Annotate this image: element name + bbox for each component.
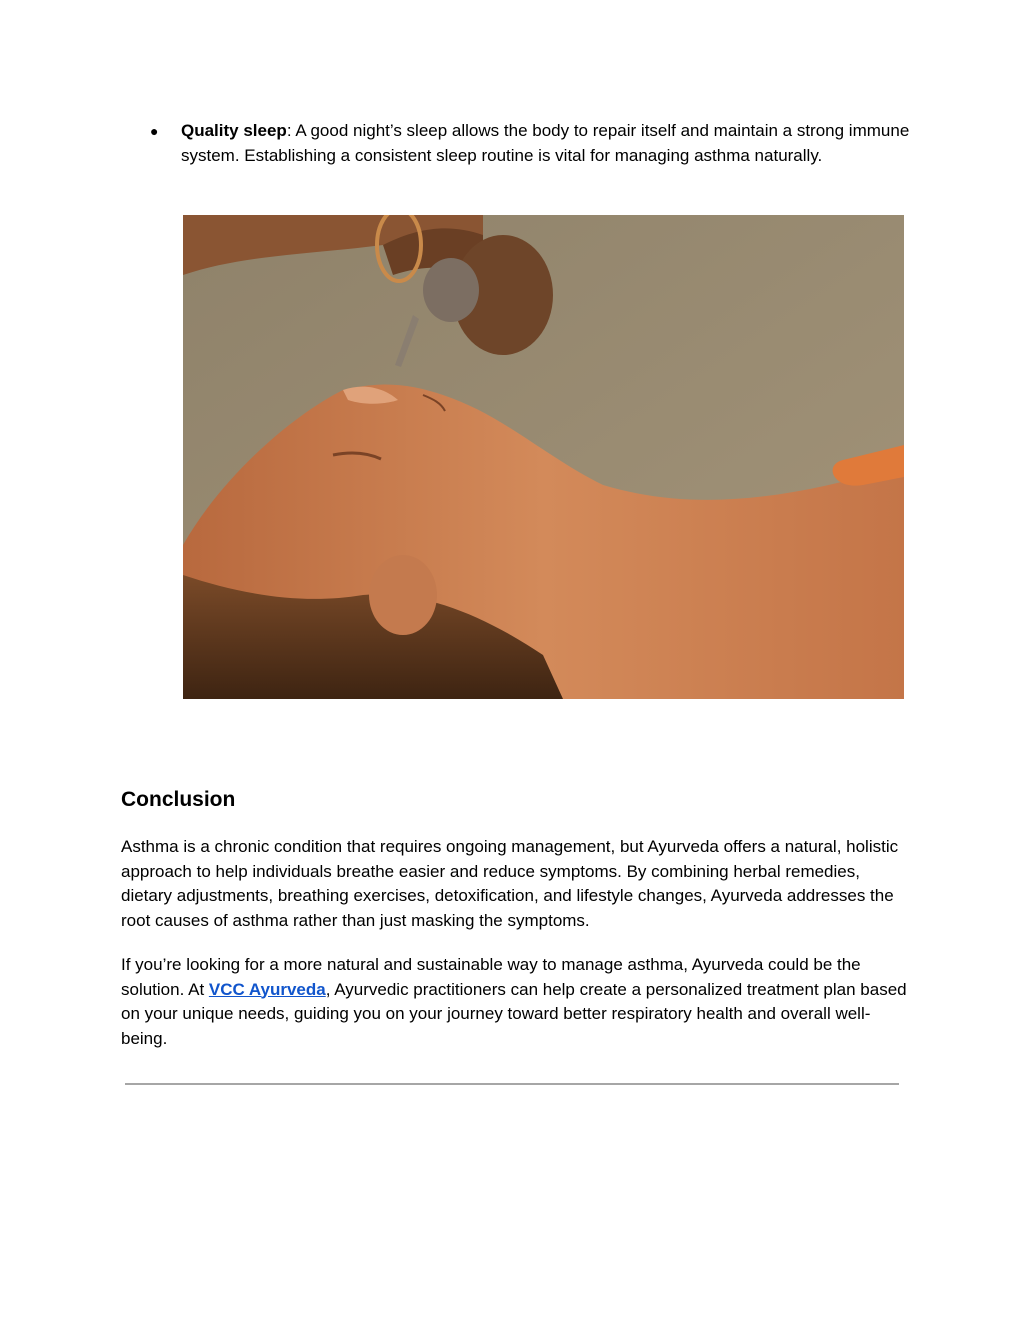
conclusion-paragraph-1: Asthma is a chronic condition that requires ongoing management, but Ayurveda offers a natural, holistic approach to help individuals breathe easier and reduce symptoms. By combining herbal remedies, dietary adjustments, breathing exercises, detoxification, and lifestyle changes, Ayurveda addresses the root causes of asthma rather than just masking the symptoms. [121, 837, 899, 930]
vcc-ayurveda-link[interactable]: VCC Ayurveda [208, 979, 326, 999]
photo-illustration [183, 215, 904, 699]
therapy-photo [183, 215, 904, 699]
bullet-text: : A good night’s sleep allows the body to repair itself and maintain a strong immune system. Establishing a consistent sleep routine is vital for managing asthma naturally. [181, 121, 910, 165]
conclusion-paragraph-2 [121, 953, 911, 1051]
paragraph-2-tail: , Ayurvedic practitioners can help create a personalized treatment plan based on your unique needs, guiding you on your journey toward better respiratory health and overall well-being. [121, 979, 907, 1048]
conclusion-heading: Conclusion [121, 788, 236, 811]
bullet-icon: ● [150, 123, 159, 139]
bullet-list-item [150, 119, 911, 168]
horizontal-divider [125, 1083, 899, 1085]
bullet-bold-label: Quality sleep [181, 121, 287, 140]
paragraph-2-lead: If you’re looking for a more natural and sustainable way to manage asthma, Ayurveda could be the solution. At [121, 955, 861, 999]
